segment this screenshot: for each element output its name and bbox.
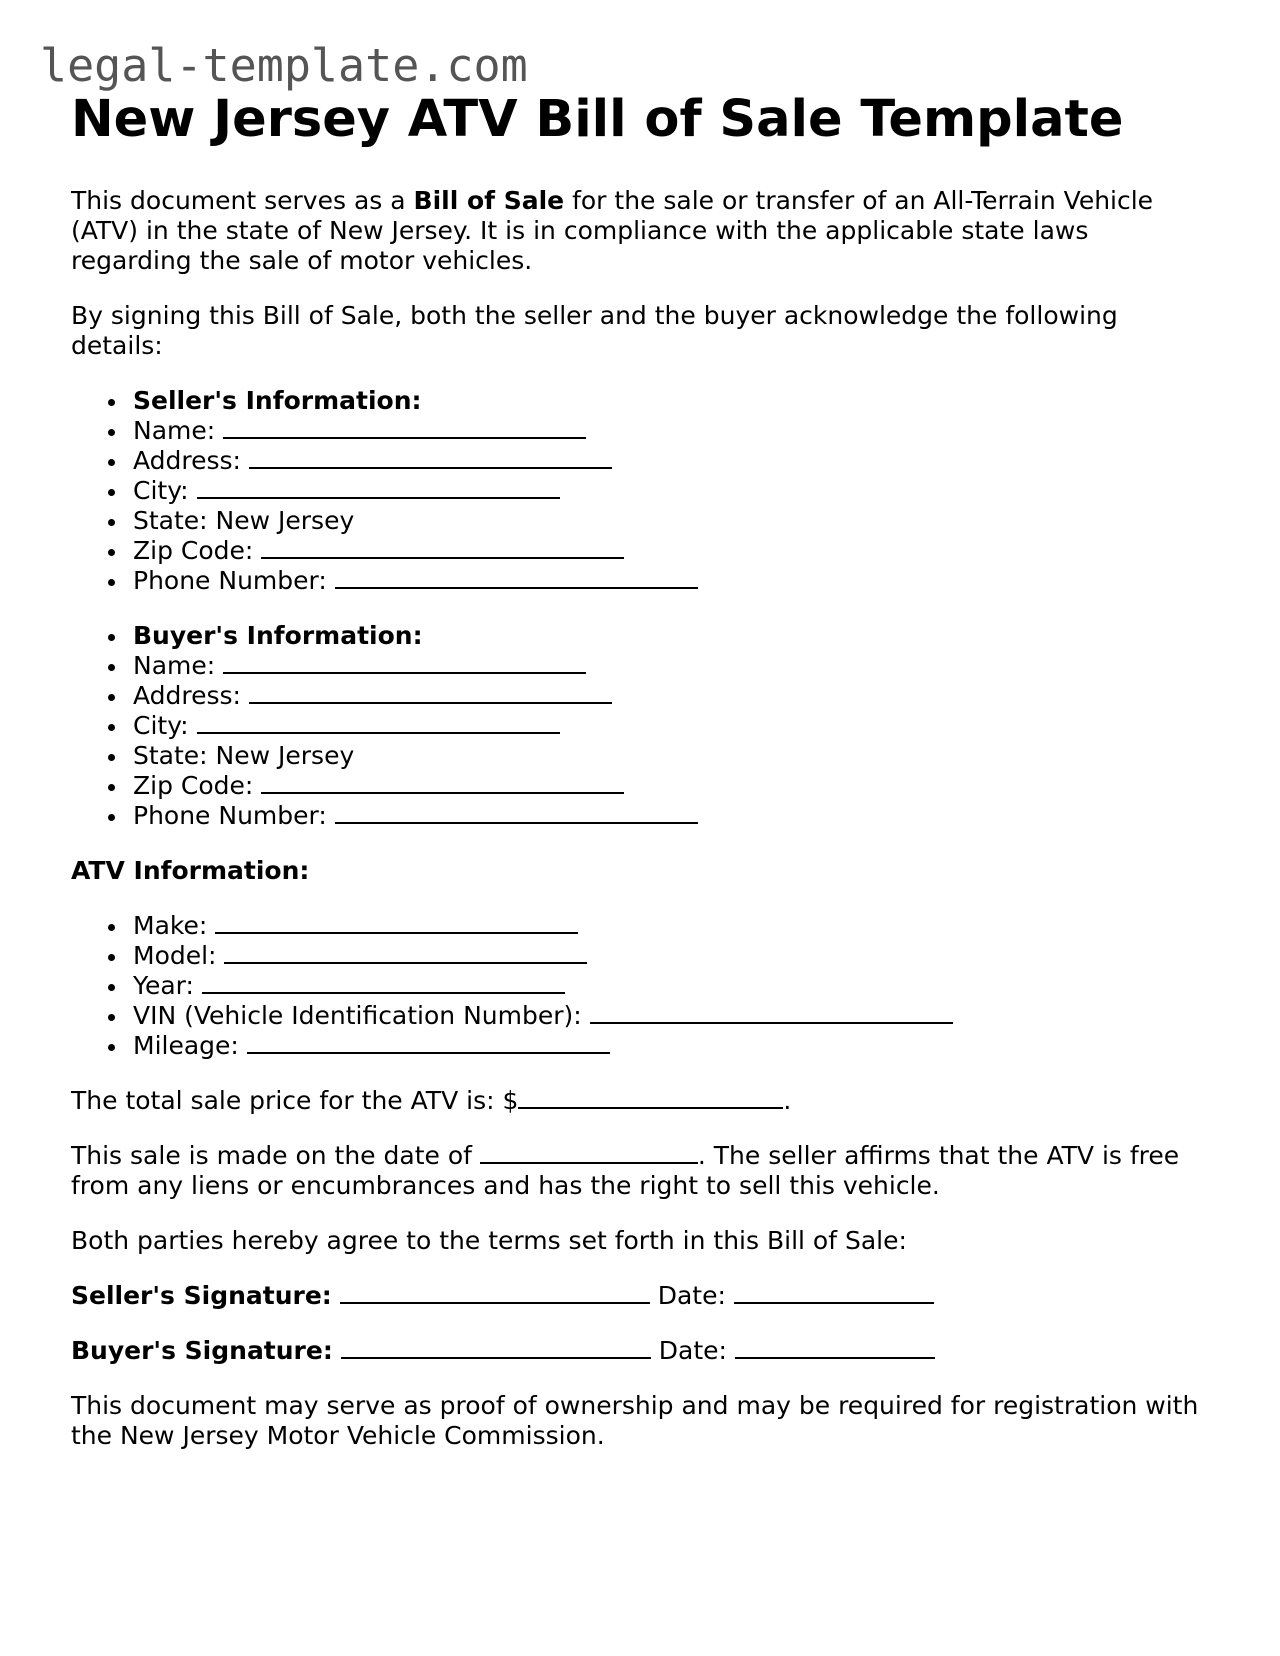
buyer-zip-item [133, 771, 1211, 801]
sale-price-period: . [783, 1086, 792, 1115]
seller-city-label: City: [133, 476, 197, 505]
atv-mileage-field[interactable] [247, 1032, 610, 1054]
seller-address-item [133, 446, 1211, 476]
atv-info-list [71, 911, 1211, 1061]
buyer-heading: Buyer's Information: [133, 621, 1211, 651]
atv-vin-label: VIN (Vehicle Identification Number): [133, 1001, 590, 1030]
sale-date-paragraph [71, 1141, 1211, 1201]
atv-make-label: Make: [133, 911, 216, 940]
intro-paragraph [71, 186, 1211, 276]
buyer-phone-label: Phone Number: [133, 801, 335, 830]
sale-price-paragraph [71, 1086, 1211, 1116]
seller-date-field[interactable] [734, 1282, 934, 1304]
atv-mileage-item [133, 1031, 1211, 1061]
seller-address-label: Address: [133, 446, 249, 475]
seller-state-item: State: New Jersey [133, 506, 1211, 536]
buyer-name-field[interactable] [223, 652, 586, 674]
watermark-text: legal-template.com [40, 39, 528, 92]
seller-info-list [71, 386, 1211, 596]
sale-date-text-before: This sale is made on the date of [71, 1141, 480, 1170]
buyer-signature-label: Buyer's Signature: [71, 1336, 333, 1365]
buyer-signature-row [71, 1336, 1211, 1366]
atv-vin-item [133, 1001, 1211, 1031]
seller-date-label: Date: [657, 1281, 734, 1310]
buyer-address-item [133, 681, 1211, 711]
intro-bold-term: Bill of Sale [413, 186, 565, 215]
buyer-phone-field[interactable] [335, 802, 698, 824]
buyer-signature-field[interactable] [341, 1337, 651, 1359]
buyer-name-label: Name: [133, 651, 224, 680]
intro-text-after: for the sale or transfer of an All-Terrain Vehicle (ATV) in the state of New Jersey. It is in compliance with the applicable state laws regarding the sale of motor vehicles. [71, 186, 1154, 275]
buyer-phone-item [133, 801, 1211, 831]
buyer-city-label: City: [133, 711, 197, 740]
buyer-city-field[interactable] [197, 712, 560, 734]
intro-text-before: This document serves as a [71, 186, 414, 215]
document-page [71, 88, 1211, 1451]
sale-price-field[interactable] [518, 1087, 783, 1109]
seller-name-field[interactable] [223, 417, 586, 439]
atv-make-field[interactable] [215, 912, 578, 934]
seller-phone-field[interactable] [335, 567, 698, 589]
document-title: New Jersey ATV Bill of Sale Template [71, 90, 1124, 149]
agreement-paragraph: Both parties hereby agree to the terms set forth in this Bill of Sale: [71, 1226, 907, 1255]
buyer-address-field[interactable] [249, 682, 612, 704]
seller-city-field[interactable] [197, 477, 560, 499]
buyer-date-field[interactable] [735, 1337, 935, 1359]
atv-year-label: Year: [133, 971, 202, 1000]
seller-phone-item [133, 566, 1211, 596]
buyer-name-item [133, 651, 1211, 681]
buyer-address-label: Address: [133, 681, 249, 710]
seller-zip-field[interactable] [261, 537, 624, 559]
atv-year-field[interactable] [202, 972, 565, 994]
sale-date-field[interactable] [480, 1142, 698, 1164]
buyer-city-item [133, 711, 1211, 741]
buyer-date-label: Date: [658, 1336, 735, 1365]
seller-address-field[interactable] [249, 447, 612, 469]
atv-model-label: Model: [133, 941, 225, 970]
seller-name-label: Name: [133, 416, 224, 445]
atv-mileage-label: Mileage: [133, 1031, 247, 1060]
seller-name-item [133, 416, 1211, 446]
atv-make-item [133, 911, 1211, 941]
seller-heading: Seller's Information: [133, 386, 1211, 416]
acknowledge-paragraph: By signing this Bill of Sale, both the seller and the buyer acknowledge the following details: [71, 301, 1118, 360]
atv-model-field[interactable] [224, 942, 587, 964]
buyer-zip-field[interactable] [261, 772, 624, 794]
seller-signature-field[interactable] [340, 1282, 650, 1304]
atv-model-item [133, 941, 1211, 971]
atv-year-item [133, 971, 1211, 1001]
buyer-info-list [71, 621, 1211, 831]
seller-city-item [133, 476, 1211, 506]
buyer-state-item: State: New Jersey [133, 741, 1211, 771]
seller-signature-row [71, 1281, 1211, 1311]
atv-heading: ATV Information: [71, 856, 310, 885]
seller-phone-label: Phone Number: [133, 566, 335, 595]
seller-zip-label: Zip Code: [133, 536, 262, 565]
atv-vin-field[interactable] [590, 1002, 953, 1024]
sale-date-text-after: . The seller affirms that the ATV is free from any liens or encumbrances and has the right to sell this vehicle. [71, 1141, 1180, 1200]
closing-paragraph: This document may serve as proof of ownership and may be required for registration with the New Jersey Motor Vehicle Commission. [71, 1391, 1199, 1450]
seller-signature-label: Seller's Signature: [71, 1281, 332, 1310]
sale-price-text: The total sale price for the ATV is: $ [71, 1086, 519, 1115]
buyer-zip-label: Zip Code: [133, 771, 262, 800]
seller-zip-item [133, 536, 1211, 566]
